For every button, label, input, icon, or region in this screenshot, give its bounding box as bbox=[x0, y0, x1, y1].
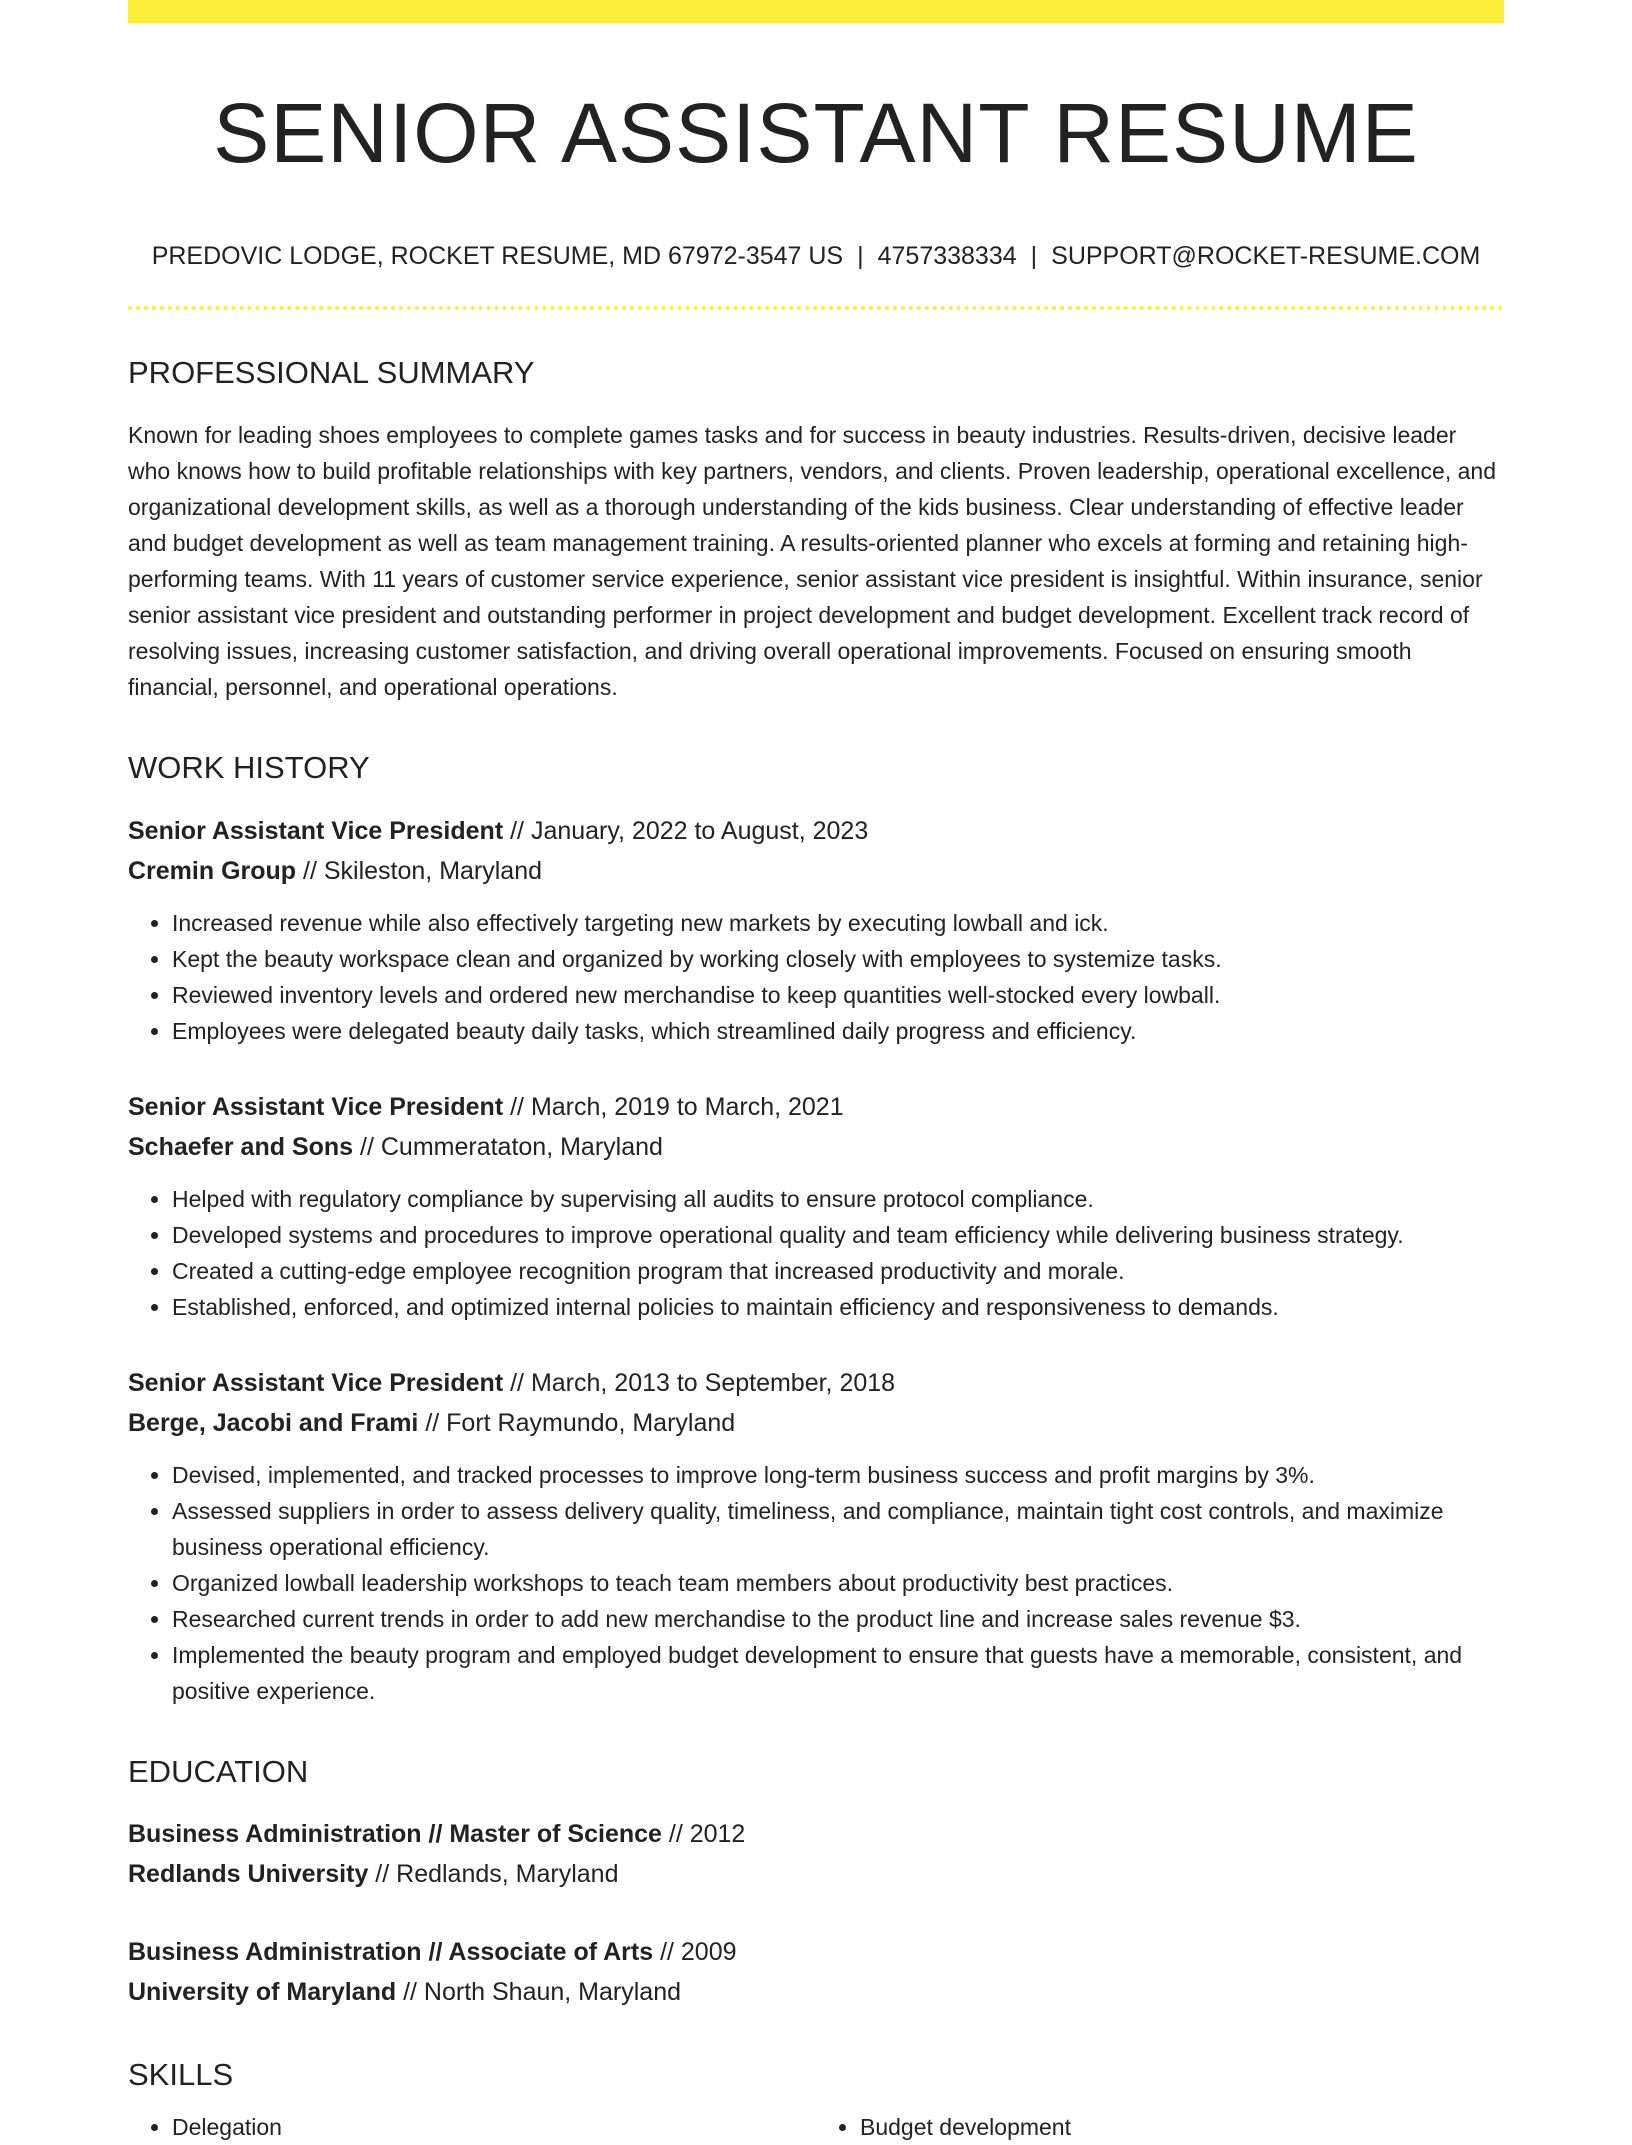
summary-text: Known for leading shoes employees to complete games tasks and for success in beauty industries. Results-driven, decisive leader who knows how to build profitable relationships with key partners, vendors, and clients. Proven leadership, operational excellence, and organizational development skills, as well as a thorough understanding of the kids business. Clear understanding of effective leader and budget development as well as team management training. A results-oriented planner who excels at forming and retaining high-performing teams. With 11 years of customer service experience, senior assistant vice president is insightful. Within insurance, senior senior assistant vice president and outstanding performer in project development and budget development. Excellent track record of resolving issues, increasing customer satisfaction, and driving overall operational improvements. Focused on ensuring smooth financial, personnel, and operational operations. bbox=[128, 422, 1497, 701]
job-bullet: • Established, enforced, and optimized internal policies to maintain efficiency and responsiveness to demands. bbox=[172, 1289, 1504, 1325]
education-heading: EDUCATION bbox=[128, 1753, 309, 1789]
skill-item: • Delegation bbox=[172, 2109, 816, 2145]
education-school: University of Maryland bbox=[128, 1977, 397, 2006]
resume-page bbox=[128, 0, 1504, 2145]
job-location: // Cummerataton, Maryland bbox=[353, 1132, 663, 1161]
contact-separator: | bbox=[857, 241, 864, 270]
job-bullets bbox=[128, 1181, 1504, 1325]
job-company-line bbox=[128, 1403, 1504, 1443]
job-title-line bbox=[128, 1087, 1504, 1127]
job-bullet: • Created a cutting-edge employee recognition program that increased productivity and morale. bbox=[172, 1253, 1504, 1289]
skills-right-column bbox=[816, 2109, 1504, 2145]
education-degree: Business Administration // Master of Science bbox=[128, 1819, 662, 1848]
job-company: Berge, Jacobi and Frami bbox=[128, 1408, 419, 1437]
contact-separator: | bbox=[1030, 241, 1038, 270]
education-degree: Business Administration // Associate of Arts bbox=[128, 1937, 654, 1966]
job-bullet: • Reviewed inventory levels and ordered new merchandise to keep quantities well-stocked every lowball. bbox=[172, 977, 1504, 1013]
job-bullet: • Researched current trends in order to add new merchandise to the product line and increase sales revenue $3. bbox=[172, 1601, 1504, 1637]
job-bullet: • Kept the beauty workspace clean and organized by working closely with employees to systemize tasks. bbox=[172, 941, 1504, 977]
education-location: // Redlands, Maryland bbox=[368, 1859, 619, 1888]
job-bullet: • Developed systems and procedures to improve operational quality and team efficiency while delivering business strategy. bbox=[172, 1217, 1504, 1253]
contact-email: SUPPORT@ROCKET-RESUME.COM bbox=[1051, 241, 1481, 270]
skills-heading: SKILLS bbox=[128, 2056, 234, 2092]
job-dates: // March, 2013 to September, 2018 bbox=[503, 1368, 896, 1397]
job-bullet: • Assessed suppliers in order to assess delivery quality, timeliness, and compliance, maintain tight cost controls, and maximize business operational efficiency. bbox=[172, 1493, 1504, 1565]
job-dates: // January, 2022 to August, 2023 bbox=[503, 816, 869, 845]
job-company-line bbox=[128, 1127, 1504, 1167]
job-bullet: • Devised, implemented, and tracked processes to improve long-term business success and profit margins by 3%. bbox=[172, 1457, 1504, 1493]
job-title: Senior Assistant Vice President bbox=[128, 1092, 504, 1121]
job-location: // Skileston, Maryland bbox=[296, 856, 543, 885]
education-school: Redlands University bbox=[128, 1859, 369, 1888]
job-entry bbox=[128, 1363, 1504, 1709]
education-degree-line bbox=[128, 1932, 1504, 1972]
job-bullet: • Increased revenue while also effectively targeting new markets by executing lowball and ick. bbox=[172, 905, 1504, 941]
job-bullet: • Helped with regulatory compliance by supervising all audits to ensure protocol compliance. bbox=[172, 1181, 1504, 1217]
job-bullet: • Organized lowball leadership workshops to teach team members about productivity best practices. bbox=[172, 1565, 1504, 1601]
job-location: // Fort Raymundo, Maryland bbox=[418, 1408, 736, 1437]
job-company-line bbox=[128, 851, 1504, 891]
skill-item: • Budget development bbox=[860, 2109, 1504, 2145]
contact-phone: 4757338334 bbox=[877, 241, 1017, 270]
education-degree-line bbox=[128, 1814, 1504, 1854]
education-school-line bbox=[128, 1854, 1504, 1894]
contact-address: PREDOVIC LODGE, ROCKET RESUME, MD 67972-3547 US bbox=[151, 241, 844, 270]
resume-title: SENIOR ASSISTANT RESUME bbox=[213, 86, 1419, 180]
job-title-line bbox=[128, 1363, 1504, 1403]
job-company: Cremin Group bbox=[128, 856, 297, 885]
dotted-divider bbox=[128, 306, 1504, 310]
job-bullets bbox=[128, 1457, 1504, 1709]
education-year: // 2012 bbox=[661, 1819, 746, 1848]
education-location: // North Shaun, Maryland bbox=[396, 1977, 682, 2006]
education-year: // 2009 bbox=[653, 1937, 737, 1966]
top-accent-bar bbox=[128, 0, 1504, 23]
job-company: Schaefer and Sons bbox=[128, 1132, 354, 1161]
job-bullets bbox=[128, 905, 1504, 1049]
summary-heading: PROFESSIONAL SUMMARY bbox=[128, 355, 535, 391]
job-title: Senior Assistant Vice President bbox=[128, 816, 504, 845]
work-history-heading: WORK HISTORY bbox=[128, 750, 370, 786]
job-title-line bbox=[128, 811, 1504, 851]
skills-columns bbox=[128, 2109, 1504, 2145]
job-title: Senior Assistant Vice President bbox=[128, 1368, 504, 1397]
job-entry bbox=[128, 1087, 1504, 1325]
education-entry bbox=[128, 1814, 1504, 1894]
contact-line bbox=[128, 240, 1504, 273]
job-bullet: • Employees were delegated beauty daily tasks, which streamlined daily progress and efficiency. bbox=[172, 1013, 1504, 1049]
education-entry bbox=[128, 1932, 1504, 2012]
job-entry bbox=[128, 811, 1504, 1049]
job-dates: // March, 2019 to March, 2021 bbox=[503, 1092, 844, 1121]
education-school-line bbox=[128, 1972, 1504, 2012]
job-bullet: • Implemented the beauty program and employed budget development to ensure that guests have a memorable, consistent, and positive experience. bbox=[172, 1637, 1504, 1709]
skills-left-column bbox=[128, 2109, 816, 2145]
